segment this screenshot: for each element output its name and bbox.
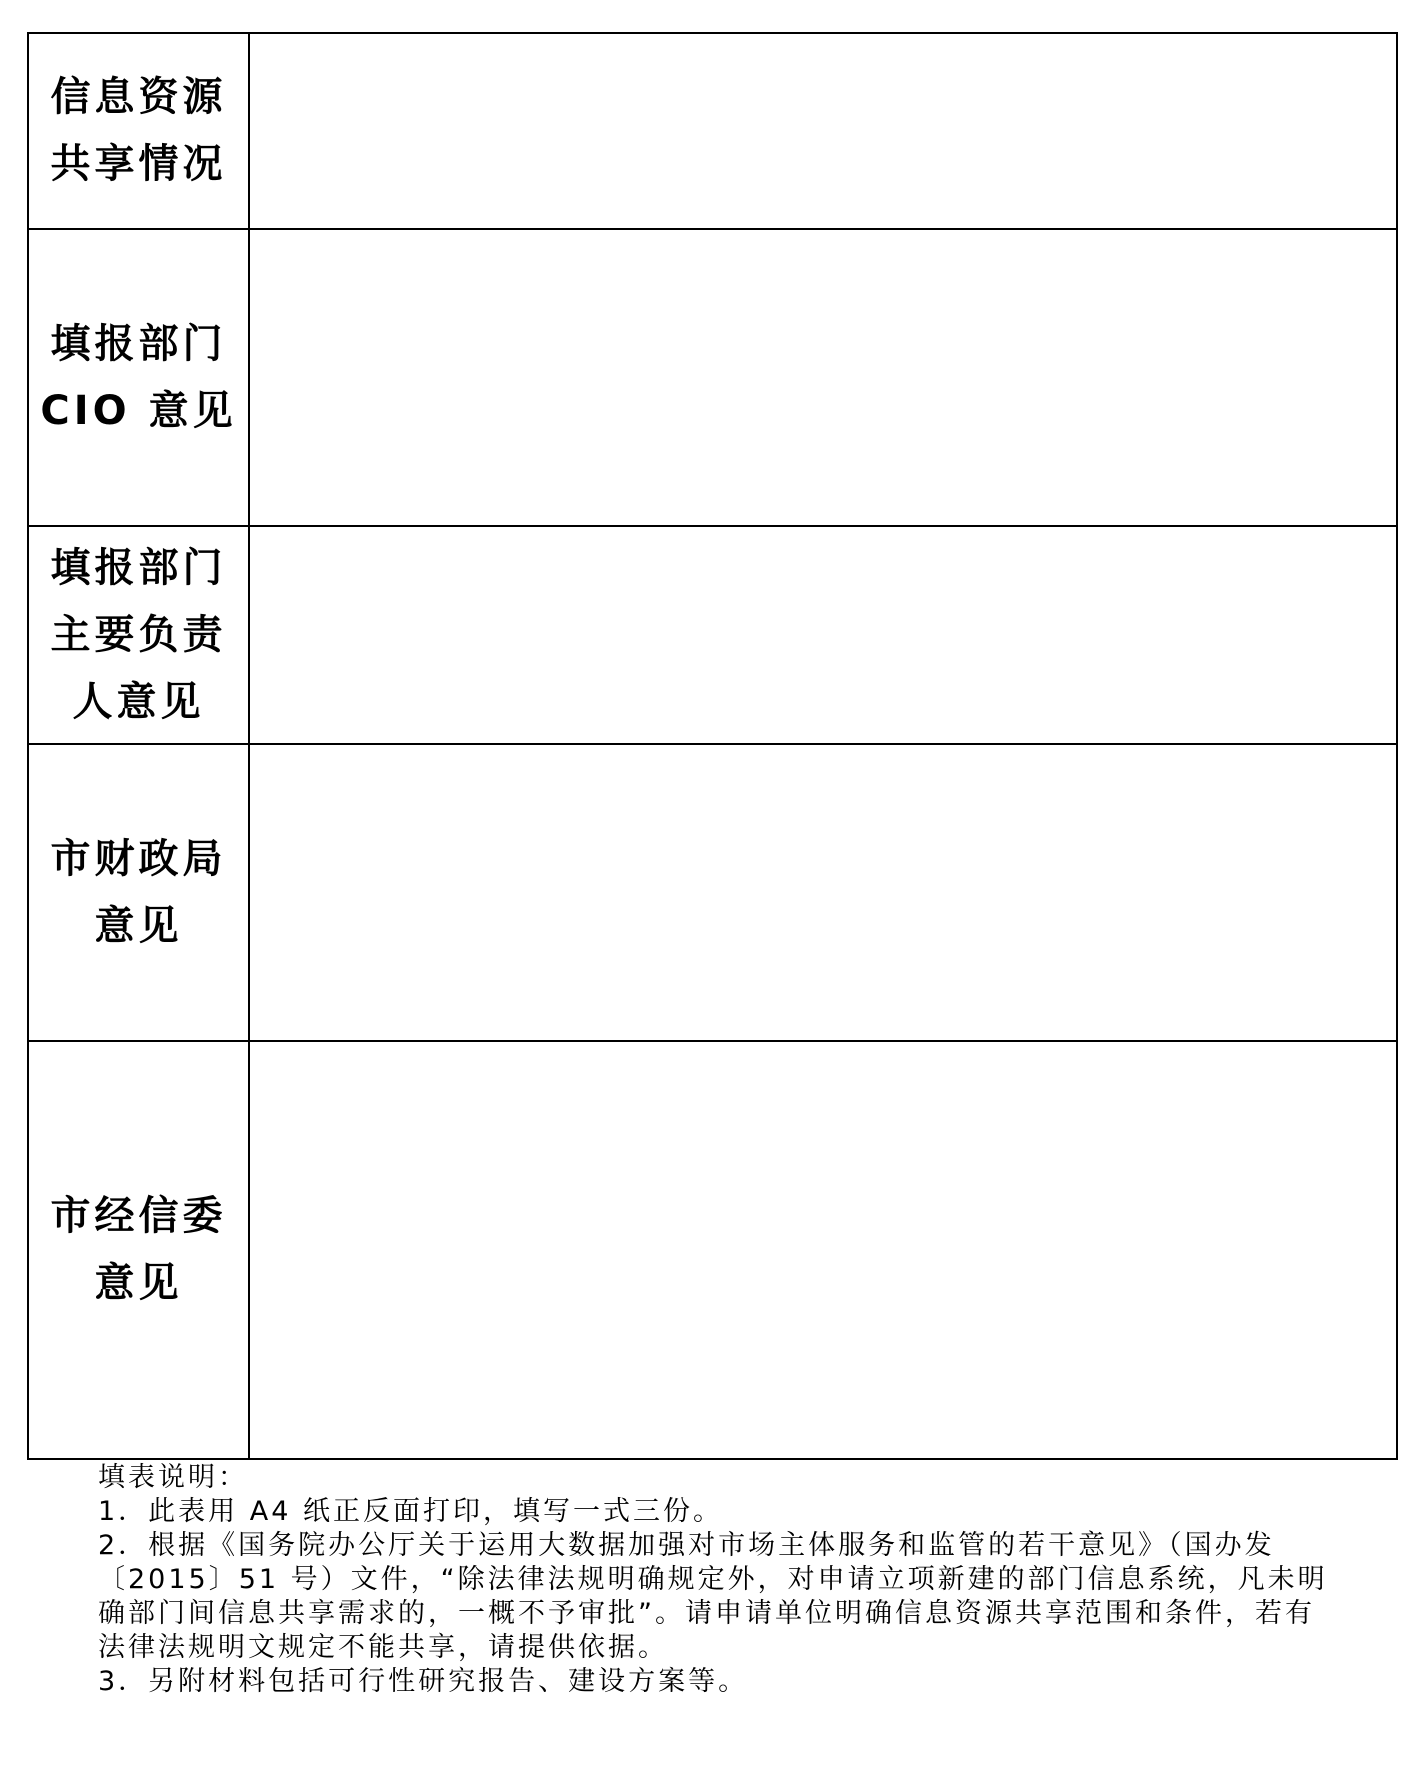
dept-head-opinion-field[interactable] (249, 526, 1397, 744)
row-label-finance-bureau-opinion (28, 744, 249, 1041)
row-label-info-sharing (28, 33, 249, 229)
label-line: 信息资源 (50, 74, 227, 120)
table-row (28, 1041, 1397, 1459)
label-line: 共享情况 (50, 141, 227, 187)
table-row (28, 33, 1397, 229)
label-line: 人意见 (72, 678, 205, 725)
instruction-item: 3．另附材料包括可行性研究报告、建设方案等。 (98, 1666, 749, 1697)
label-line: 意见 (94, 902, 183, 949)
info-sharing-field[interactable] (249, 33, 1397, 229)
table-row (28, 229, 1397, 526)
cio-opinion-field[interactable] (249, 229, 1397, 526)
row-label-dept-head-opinion (28, 526, 249, 744)
label-line: 市财政局 (50, 835, 227, 882)
row-label-cio-opinion (28, 229, 249, 526)
table-row (28, 526, 1397, 744)
instructions-title: 填表说明： (98, 1462, 248, 1493)
label-line: 填报部门 (50, 544, 227, 591)
label-line: 主要负责 (50, 611, 227, 658)
econ-info-commission-opinion-field[interactable] (249, 1041, 1397, 1459)
label-line: 市经信委 (50, 1193, 227, 1239)
label-line: CIO 意见 (40, 387, 237, 434)
row-label-econ-info-commission-opinion (28, 1041, 249, 1459)
instruction-item: 2．根据《国务院办公厅关于运用大数据加强对市场主体服务和监管的若干意见》（国办发〔2015〕51 号）文件，“除法律法规明确规定外，对申请立项新建的部门信息系统，凡未明确部门间信息共享需求的，一概不予审批”。请申请单位明确信息资源共享范围和条件，若有法律法规明文规定不能共享，请提供依据。 (98, 1530, 1328, 1663)
table-row (28, 744, 1397, 1041)
approval-form-table (27, 32, 1398, 1460)
instruction-item: 1．此表用 A4 纸正反面打印，填写一式三份。 (98, 1496, 723, 1527)
label-line: 意见 (94, 1260, 183, 1306)
finance-bureau-opinion-field[interactable] (249, 744, 1397, 1041)
form-instructions (98, 1461, 1338, 1699)
label-line: 填报部门 (50, 320, 227, 367)
